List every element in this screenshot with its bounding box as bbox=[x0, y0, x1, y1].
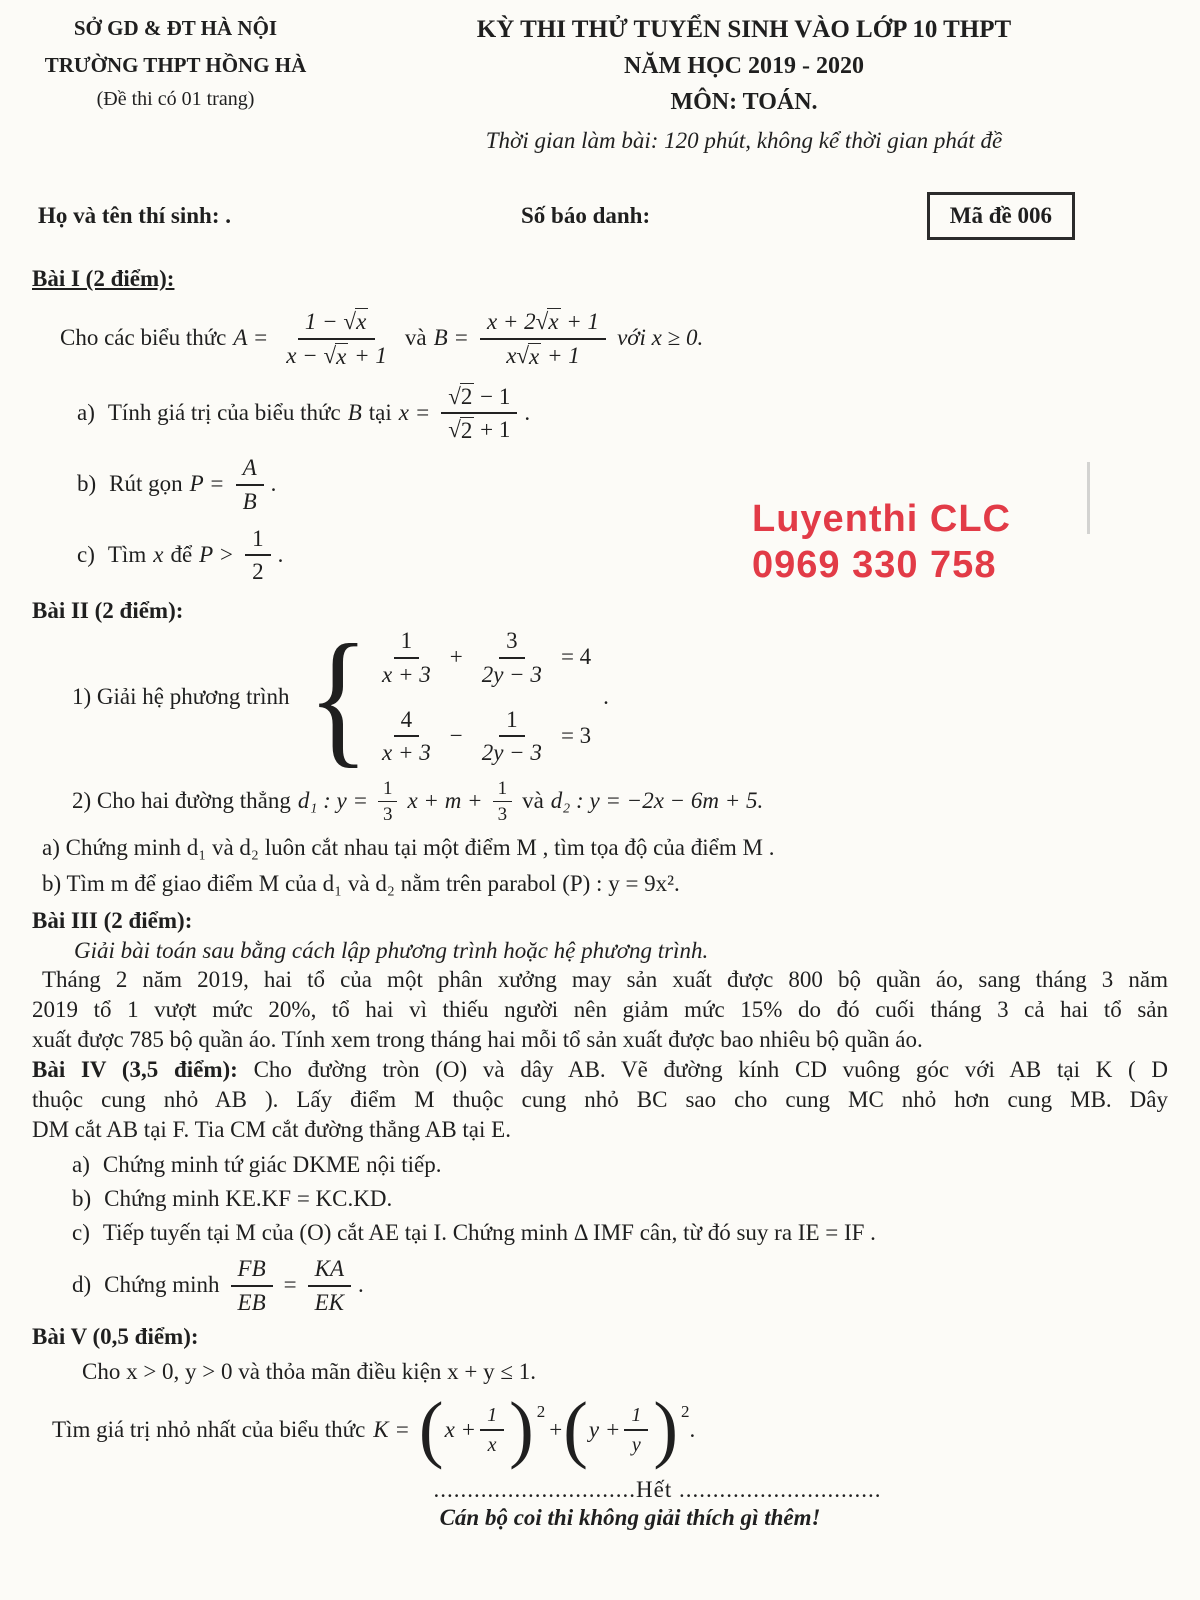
part-label: d) bbox=[72, 1272, 92, 1298]
y-plus: y + bbox=[588, 1416, 621, 1442]
fraction-1-over-x bbox=[480, 1402, 504, 1458]
exponent-2: 2 bbox=[681, 1402, 690, 1422]
fraction-x-value bbox=[441, 381, 517, 446]
right-paren: ) bbox=[653, 1387, 678, 1472]
issuer-name: SỞ GD & ĐT HÀ NỘI bbox=[73, 16, 278, 40]
numerator: 1 bbox=[245, 524, 271, 557]
proctor-note: Cán bộ coi thi không giải thích gì thêm! bbox=[439, 1505, 821, 1531]
fraction bbox=[475, 626, 549, 689]
fraction-B-numerator: x + 2√ x + 1 bbox=[480, 306, 606, 340]
part-4d bbox=[72, 1254, 1168, 1317]
x-plus: x + bbox=[444, 1416, 477, 1442]
part-4b-text: Chứng minh KE.KF = KC.KD. bbox=[104, 1185, 393, 1211]
fraction-1-over-y bbox=[624, 1402, 648, 1458]
part-label: b) bbox=[72, 1185, 92, 1211]
part-2a: a) Chứng minh d₁ và d₂ luôn cắt nhau tại một điểm M , tìm tọa độ của điểm M . bbox=[42, 834, 775, 860]
P-equals: P = bbox=[189, 471, 225, 497]
K-equals: K = bbox=[373, 1416, 410, 1442]
denominator: 2y − 3 bbox=[481, 740, 542, 766]
right-paren: ) bbox=[509, 1387, 534, 1472]
section-3-note: Giải bài toán sau bằng cách lập phương trình hoặc hệ phương trình. bbox=[74, 937, 709, 963]
header bbox=[0, 0, 1200, 154]
d1-middle: x + m + bbox=[407, 788, 483, 814]
operator: + bbox=[449, 644, 463, 670]
equation-1 bbox=[371, 626, 591, 689]
equation-2 bbox=[371, 705, 591, 768]
fraction-one-half bbox=[245, 524, 271, 587]
part-4c-text: Tiếp tuyến tại M của (O) cắt AE tại I. Chứng minh Δ IMF cân, từ đó suy ra IE = IF . bbox=[102, 1219, 876, 1245]
conjunction: và bbox=[404, 325, 427, 351]
part-label: a) bbox=[72, 1151, 90, 1177]
var-x: x bbox=[153, 541, 164, 567]
fraction-one-third bbox=[493, 777, 513, 826]
period: . bbox=[270, 471, 277, 497]
section-5-condition: Cho x > 0, y > 0 và thỏa mãn điều kiện x + y ≤ 1. bbox=[82, 1359, 536, 1385]
numerator: 4 bbox=[394, 705, 420, 738]
radicand: 2 bbox=[460, 418, 473, 444]
period: . bbox=[358, 1272, 364, 1298]
system-brace: { bbox=[307, 612, 369, 781]
numerator: 1 bbox=[499, 705, 525, 738]
section-2-heading: Bài II (2 điểm): bbox=[32, 598, 184, 623]
school-year: NĂM HỌC 2019 - 2020 bbox=[624, 53, 864, 79]
problem-line-3: xuất được 785 bộ quần áo. Tính xem trong tháng hai mỗi tổ sản xuất được bao nhiêu bộ quần áo. bbox=[32, 1026, 923, 1052]
period: . bbox=[603, 683, 609, 709]
end-marker: ..............................Hết .............................. bbox=[433, 1477, 882, 1503]
radicand: 2 bbox=[460, 383, 473, 409]
system-label: 1) Giải hệ phương trình bbox=[72, 683, 290, 709]
watermark-phone: 0969 330 758 bbox=[752, 543, 997, 586]
problem-line-2: 2019 tổ 1 vượt mức 20%, tổ hai vì thiếu người nên giảm mức 15% do đó cuối tháng 3 cả hai tổ sản bbox=[32, 996, 1168, 1022]
radicand: x bbox=[356, 309, 367, 334]
denominator: √ 2 + 1 bbox=[448, 417, 511, 444]
section-5-text: Tìm giá trị nhỏ nhất của biểu thức bbox=[52, 1416, 366, 1442]
problem-line-1: Tháng 2 năm 2019, hai tổ của một phân xưởng may sản xuất được 800 bộ quần áo, sang tháng 3 năm bbox=[42, 966, 1168, 992]
part-label: c) bbox=[77, 541, 95, 567]
line-d1: d₁ : y = bbox=[297, 788, 368, 814]
part-1c-text1: Tìm bbox=[107, 541, 147, 567]
section-2 bbox=[32, 598, 1168, 898]
fraction-one-third bbox=[378, 777, 398, 826]
part-label: c) bbox=[72, 1219, 90, 1245]
fraction-A-over-B bbox=[236, 453, 264, 516]
equals: = bbox=[283, 1272, 297, 1298]
registration-number-label: Số báo danh: bbox=[520, 203, 651, 228]
section-4-intro: Cho đường tròn (O) và dây AB. Vẽ đường kính CD vuông góc với AB tại K ( D bbox=[253, 1056, 1169, 1082]
equation-rhs: = 3 bbox=[560, 722, 592, 748]
denominator: EB bbox=[237, 1289, 266, 1315]
denominator: 3 bbox=[497, 804, 508, 826]
part-4d-text: Chứng minh bbox=[104, 1272, 220, 1298]
part-2-2-text: 2) Cho hai đường thẳng bbox=[72, 788, 291, 814]
expr-B-lhs: B = bbox=[433, 325, 469, 351]
denominator: 2y − 3 bbox=[481, 661, 542, 687]
candidate-info-row bbox=[0, 192, 1200, 240]
section-3 bbox=[32, 908, 1168, 1054]
denominator: x + 3 bbox=[381, 661, 431, 687]
operator: − bbox=[449, 722, 463, 748]
exponent-2: 2 bbox=[536, 1402, 546, 1422]
exam-code-box: Mã đề 006 bbox=[927, 192, 1075, 240]
numerator: 1 bbox=[394, 626, 420, 659]
denominator: 3 bbox=[382, 804, 393, 826]
conjunction: và bbox=[522, 788, 544, 814]
numerator: A bbox=[236, 453, 264, 486]
intro-text: Cho các biểu thức bbox=[60, 325, 227, 351]
numerator: KA bbox=[308, 1254, 351, 1287]
system-of-equations bbox=[72, 612, 1168, 781]
expression-K bbox=[52, 1387, 1168, 1472]
domain-condition: với x ≥ 0. bbox=[617, 325, 704, 351]
part-1b-text: Rút gọn bbox=[109, 471, 183, 497]
section-1-heading: Bài I (2 điểm): bbox=[32, 266, 175, 291]
part-4a-text: Chứng minh tứ giác DKME nội tiếp. bbox=[102, 1151, 442, 1177]
fraction-A-numerator: 1 − √ x bbox=[298, 306, 375, 340]
left-paren: ( bbox=[563, 1387, 588, 1472]
plus: + bbox=[549, 1416, 563, 1442]
section-4-line-3: DM cắt AB tại F. Tia CM cắt đường thẳng AB tại E. bbox=[32, 1116, 511, 1142]
line-d2: d₂ : y = −2x − 6m + 5. bbox=[550, 788, 764, 814]
P-inequality: P > bbox=[199, 541, 235, 567]
part-2b: b) Tìm m để giao điểm M của d₁ và d₂ nằm trên parabol (P) : y = 9x². bbox=[42, 870, 680, 896]
section-3-heading: Bài III (2 điểm): bbox=[32, 907, 193, 933]
part-1a-text2: tại bbox=[368, 399, 392, 425]
exam-title: KỲ THI THỬ TUYỂN SINH VÀO LỚP 10 THPT bbox=[476, 16, 1012, 43]
left-paren: ( bbox=[418, 1387, 444, 1472]
radicand: x bbox=[548, 309, 559, 334]
page-count-note: (Đề thi có 01 trang) bbox=[96, 88, 255, 110]
fraction-A-denominator: x − √ x + 1 bbox=[286, 342, 387, 369]
equation-column bbox=[371, 626, 591, 767]
fraction-KA-EK bbox=[308, 1254, 351, 1317]
var-B: B bbox=[347, 399, 362, 425]
equation-rhs: = 4 bbox=[560, 644, 592, 670]
part-1a-text: Tính giá trị của biểu thức bbox=[107, 399, 341, 425]
denominator: 2 bbox=[252, 559, 264, 585]
section-4 bbox=[32, 1056, 1168, 1317]
exam-title-block bbox=[333, 16, 1200, 154]
part-4c bbox=[72, 1220, 1168, 1246]
denominator: EK bbox=[314, 1289, 344, 1315]
period: . bbox=[277, 541, 284, 567]
numerator: 1 bbox=[378, 777, 398, 802]
candidate-name-label: Họ và tên thí sinh: . bbox=[38, 203, 231, 228]
numerator: 1 bbox=[493, 777, 513, 802]
numerator: 1 bbox=[624, 1402, 648, 1431]
watermark-brand: Luyenthi CLC bbox=[752, 498, 1011, 540]
denominator: x bbox=[487, 1434, 497, 1457]
fraction-A bbox=[279, 306, 394, 371]
duration-note: Thời gian làm bài: 120 phút, không kể thời gian phát đề bbox=[485, 128, 1003, 153]
subject-line: MÔN: TOÁN. bbox=[670, 89, 818, 115]
section-4-line-1 bbox=[32, 1056, 1168, 1084]
period: . bbox=[524, 399, 531, 425]
numerator: 1 bbox=[480, 1402, 504, 1431]
fraction bbox=[475, 705, 549, 768]
part-label: a) bbox=[77, 399, 95, 425]
fraction-B-denominator: x√ x + 1 bbox=[506, 342, 580, 369]
part-1c-text2: để bbox=[170, 541, 193, 567]
fraction bbox=[375, 705, 438, 768]
part-1a bbox=[77, 381, 1168, 446]
school-name: TRƯỜNG THPT HỒNG HÀ bbox=[44, 53, 307, 77]
section-4-line-2: thuộc cung nhỏ AB ). Lấy điểm M thuộc cung nhỏ BC sao cho cung MC nhỏ hơn cung MB. Dây bbox=[32, 1086, 1168, 1112]
watermark bbox=[752, 497, 1011, 588]
part-4b bbox=[72, 1186, 1168, 1212]
radicand: x bbox=[336, 343, 347, 369]
period: . bbox=[689, 1416, 696, 1442]
section-5-heading: Bài V (0,5 điểm): bbox=[32, 1324, 199, 1350]
x-equals: x = bbox=[398, 399, 431, 425]
part-2-2 bbox=[72, 777, 1168, 826]
fraction-FB-EB bbox=[231, 1254, 273, 1317]
radicand: x bbox=[529, 343, 540, 369]
part-label: b) bbox=[77, 471, 97, 497]
section-4-heading: Bài IV (3,5 điểm): bbox=[32, 1056, 238, 1082]
section-5 bbox=[32, 1324, 1168, 1472]
issuer-block bbox=[0, 16, 333, 111]
denominator: B bbox=[242, 488, 257, 514]
denominator: x + 3 bbox=[381, 740, 431, 766]
fraction bbox=[375, 626, 438, 689]
denominator: y bbox=[631, 1434, 641, 1457]
part-4a bbox=[72, 1152, 1168, 1178]
scan-artifact-line bbox=[1087, 462, 1090, 534]
numerator: 3 bbox=[499, 626, 525, 659]
fraction-B bbox=[480, 306, 606, 371]
numerator: FB bbox=[231, 1254, 273, 1287]
section-1-intro bbox=[60, 306, 1168, 371]
expr-A-lhs: A = bbox=[233, 325, 269, 351]
numerator: √ 2 − 1 bbox=[441, 381, 517, 415]
